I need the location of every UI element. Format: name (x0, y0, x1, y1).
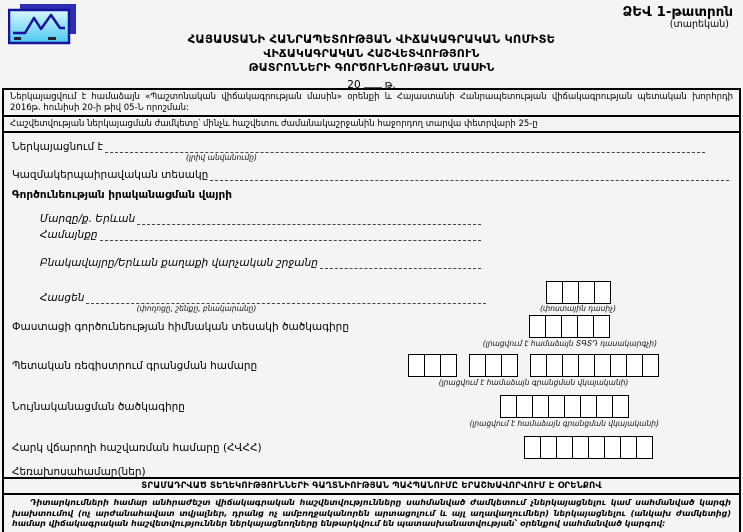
code-cell[interactable] (440, 354, 457, 377)
code-cell[interactable] (408, 354, 425, 377)
code-cell[interactable] (594, 281, 611, 304)
address-line[interactable] (86, 291, 486, 304)
code-cell[interactable] (578, 354, 595, 377)
address-label: Հասցեն (40, 292, 85, 305)
code-cell[interactable] (516, 395, 533, 418)
address-hint: (փողոցը, շենքը, բնակարանը) (136, 304, 257, 314)
code-cell[interactable] (546, 354, 563, 377)
presented-by-line[interactable] (105, 140, 705, 153)
id-code-cells (500, 395, 629, 418)
tin-cells (524, 436, 653, 459)
code-cell[interactable] (636, 436, 653, 459)
community-line[interactable] (100, 228, 481, 241)
id-code-row (12, 395, 731, 428)
legal-type-label: Կազմակերպաիրավական տեսակը (12, 169, 209, 182)
code-cell[interactable] (530, 354, 547, 377)
address-left (40, 291, 503, 313)
form-code: ՁԵՎ 1-թատրոն (622, 4, 733, 20)
code-cell[interactable] (524, 436, 541, 459)
id-code-hint: (լրացվում է համաձայն գրանցման վկայականի) (469, 419, 659, 429)
marz-line[interactable] (137, 212, 481, 225)
form-body (2, 88, 741, 532)
code-cell[interactable] (578, 281, 595, 304)
main-form-section (2, 131, 741, 479)
community-row (40, 228, 483, 241)
address-block (12, 281, 731, 313)
code-cell[interactable] (642, 354, 659, 377)
legal-type-line[interactable] (210, 168, 729, 181)
code-cell[interactable] (561, 315, 578, 338)
confidentiality-text: ՏՐԱՄԱԴՐՎԱԾ ՏԵՂԵԿՈՒԹՅՈՒՆՆԵՐԻ ԳԱՂՏՆԻՈՒԹՅԱՆ ՊԱՀՊԱՆՈՒՄԸ ԵՐԱՇԽԱՎՈՐՎՈՒՄ Է ՕՐԵՆՔՈՎ (141, 481, 602, 492)
liability-text: Դիտարկումների համար անհրաժեշտ վիճակագրական հաշվետվությունները սահմանված ժամկետում չներկայացնելու կամ սահմանված կարգի խախտումով (ոչ արժանահավատ տվյալներ, դրանց ոչ ամբողջականորեն արտացոլում և այլ աղավաղումներ) ներկայացնելու (անկախ ժամկետից) համար վիճակագրական հաշվետվություններ ներկայացնողները ենթարկվում են պատասխանատվության՝ օրենքով սահմանված կարգով: (12, 498, 731, 529)
legal-type-row (12, 168, 731, 181)
report-title: ՎԻՃԱԿԱԳՐԱԿԱՆ ՀԱՇՎԵՏՎՈՒԹՅՈՒՆ (263, 46, 480, 60)
code-cell[interactable] (604, 436, 621, 459)
activity-code-block (483, 315, 657, 348)
code-cell[interactable] (596, 395, 613, 418)
code-cell[interactable] (577, 315, 594, 338)
code-cell[interactable] (532, 395, 549, 418)
community-label: Համայնքը (40, 229, 98, 242)
settlement-label: Բնակավայրը/Երևան քաղաքի վարչական շրջանը (40, 257, 318, 270)
register-block (408, 354, 659, 387)
year-suffix: թ. (384, 79, 396, 91)
code-cell[interactable] (572, 436, 589, 459)
code-cell[interactable] (626, 354, 643, 377)
form-period: (տարեկան) (669, 18, 729, 30)
presented-by-row (12, 140, 731, 153)
settlement-line[interactable] (320, 256, 481, 269)
register-label: Պետական ռեգիստրում գրանցման համարը (12, 360, 258, 373)
code-cell[interactable] (562, 354, 579, 377)
phone-label: Հեռախոսահամար(ներ) (12, 466, 146, 479)
id-code-block (469, 395, 659, 428)
activity-code-cells (529, 315, 610, 338)
legal-basis-text: Ներկայացվում է համաձայն «Պաշտոնական վիճակագրության մասին» օրենքի և Հայաստանի Հանրապետության վիճակագրության պետական խորհրդի 2016թ. հունիսի 20-ի թիվ 05-Ն որոշման: (10, 92, 733, 113)
code-cell[interactable] (588, 436, 605, 459)
code-cell[interactable] (501, 354, 518, 377)
tin-block (524, 436, 653, 459)
year-prefix: 20 (347, 79, 361, 91)
code-cell[interactable] (485, 354, 502, 377)
deadline-text: Հաշվետվության ներկայացման ժամկետը՝ մինչև հաշվետու ժամանակաշրջանին հաջորդող տարվա փետրվարի 25-ը (10, 119, 538, 130)
report-subject: ԹԱՏՐՈՆՆԵՐԻ ԳՈՐԾՈՒՆԵՈՒԹՅԱՆ ՄԱՍԻՆ (248, 61, 495, 75)
activity-code-label: Փաստացի գործունեության հիմնական տեսակի ծածկագիրը (12, 321, 349, 334)
code-cell[interactable] (469, 354, 486, 377)
form-code-block (622, 5, 733, 30)
activity-code-row (12, 315, 731, 348)
form-header (0, 0, 743, 91)
form-titles (0, 32, 743, 76)
code-cell[interactable] (610, 354, 627, 377)
code-cell[interactable] (500, 395, 517, 418)
legal-basis-section (2, 88, 741, 117)
register-row (12, 354, 731, 387)
tin-row (12, 436, 731, 459)
register-cells-group-1 (408, 354, 457, 377)
code-cell[interactable] (540, 436, 557, 459)
postal-code-block (503, 281, 653, 313)
phone-line[interactable] (148, 465, 398, 478)
code-cell[interactable] (545, 315, 562, 338)
activity-place-heading: Գործունեության իրականացման վայրի (12, 189, 232, 202)
code-cell[interactable] (562, 281, 579, 304)
code-cell[interactable] (594, 354, 611, 377)
activity-code-hint: (լրացվում է համաձայն ՏԳՏԴ դասակարգչի) (482, 339, 657, 349)
address-row (40, 291, 503, 304)
liability-section (2, 493, 741, 532)
presented-by-hint: (լրիվ անվանումը) (186, 153, 257, 163)
presented-by-label: Ներկայացնում է (12, 141, 103, 154)
org-title: ՀԱՅԱՍՏԱՆԻ ՀԱՆՐԱՊԵՏՈՒԹՅԱՆ ՎԻՃԱԿԱԳՐԱԿԱՆ ԿՈՄԻՏԵ (187, 32, 556, 46)
settlement-row (40, 256, 483, 269)
code-cell[interactable] (564, 395, 581, 418)
marz-label: Մարզը/ք. Երևան (40, 213, 136, 226)
marz-row (40, 212, 483, 225)
register-cells-group-3 (530, 354, 659, 377)
postal-hint: (փոստային դասիչ) (539, 304, 617, 314)
postal-code-cells (546, 281, 611, 304)
year-input-line[interactable] (364, 77, 382, 88)
id-code-label: Նույնականացման ծածկագիրը (12, 401, 185, 414)
register-cell-groups (408, 354, 659, 377)
code-cell[interactable] (529, 315, 546, 338)
register-hint: (լրացվում է համաձայն գրանցման վկայականի) (438, 378, 629, 388)
register-cells-group-2 (469, 354, 518, 377)
code-cell[interactable] (620, 436, 637, 459)
tin-label: Հարկ վճարողի հաշվառման համարը (ՀՎՀՀ) (12, 442, 262, 455)
code-cell[interactable] (548, 395, 565, 418)
code-cell[interactable] (593, 315, 610, 338)
code-cell[interactable] (612, 395, 629, 418)
code-cell[interactable] (580, 395, 597, 418)
code-cell[interactable] (424, 354, 441, 377)
code-cell[interactable] (546, 281, 563, 304)
code-cell[interactable] (556, 436, 573, 459)
